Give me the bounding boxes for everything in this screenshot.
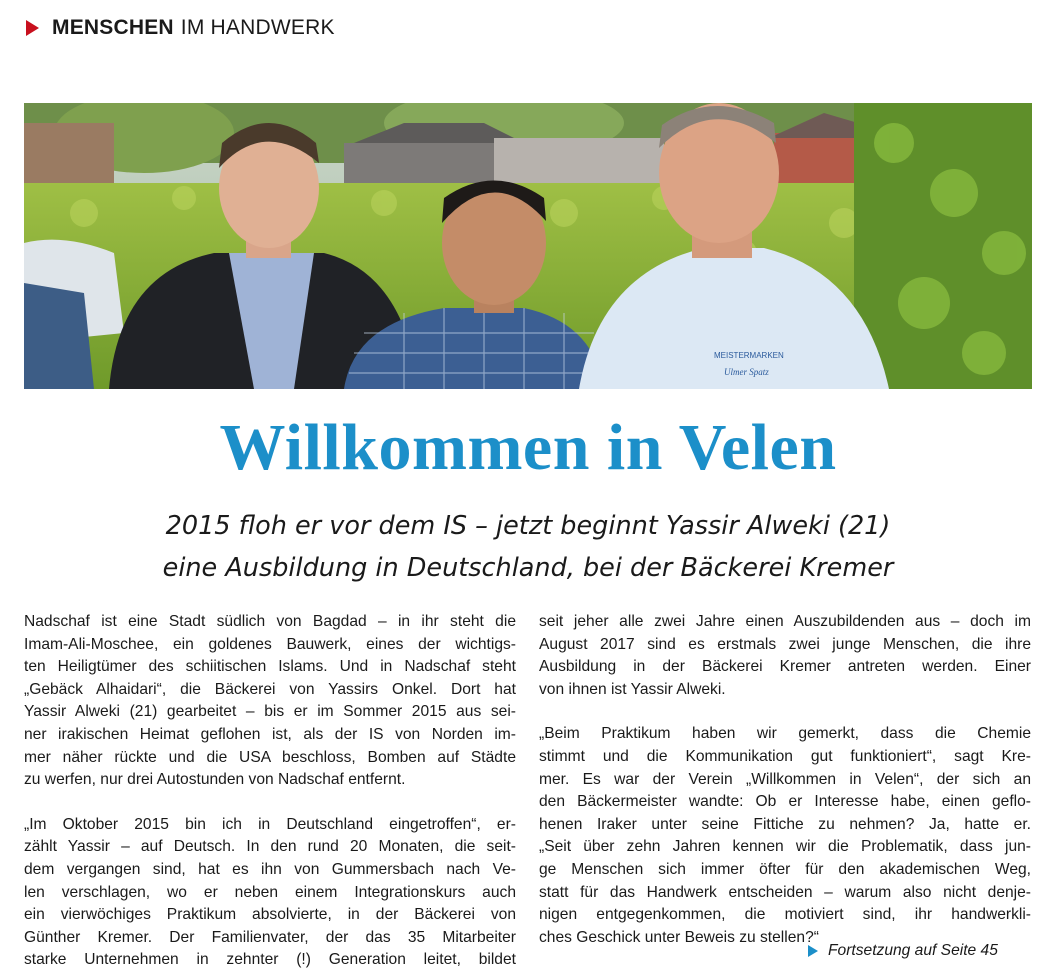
text-line: Günther Kremer. Der Familienvater, der das 35 Mitarbeiter <box>24 928 516 946</box>
text-line: mer näher rückte und die USA beschloss, Bomben auf Städte <box>24 748 516 766</box>
subheadline <box>0 505 1056 589</box>
text-line: von ihnen ist Yassir Alweki. <box>539 680 726 698</box>
section-label-bold: MENSCHEN <box>52 16 174 39</box>
triangle-arrow-icon <box>808 945 818 957</box>
text-line: zählt Yassir – auf Deutsch. In den rund 20 Monaten, die seit- <box>24 838 516 856</box>
text-line: ner irakischen Heimat geflohen ist, als der IS von Norden im- <box>24 725 516 743</box>
section-header <box>26 14 335 42</box>
article-column-right <box>539 611 1031 949</box>
text-line: Nadschaf ist eine Stadt südlich von Bagdad – in ihr steht die <box>24 613 516 630</box>
text-line: „Beim Praktikum haben wir gemerkt, dass die Chemie <box>539 725 1031 743</box>
subheadline-line: eine Ausbildung in Deutschland, bei der Bäckerei Kremer <box>162 553 894 583</box>
text-line: nigen entgegenkommen, die motiviert sind, ihr handwerkli- <box>539 906 1031 924</box>
text-line: mer. Es war der Verein „Willkommen in Velen“, der sich an <box>539 770 1031 788</box>
continue-link <box>808 942 998 960</box>
text-line: ein vierwöchiges Praktikum absolvierte, in der Bäckerei von <box>24 906 516 924</box>
text-line: stimmt und die Kommunikation gut funktioniert“, sagt Kre- <box>539 747 1031 765</box>
text-line: ten Heiligtümer des schiitischen Islams. Und in Nadschaf steht <box>24 658 516 676</box>
text-line: ches Geschick unter Beweis zu stellen?“ <box>539 928 819 946</box>
text-line: Yassir Alweki (21) gearbeitet – bis er im Sommer 2015 aus sei- <box>24 703 516 721</box>
shirt-logo-text: MEISTERMARKEN <box>714 351 784 360</box>
text-line: seit jeher alle zwei Jahre einen Auszubildenden aus – doch im <box>539 613 1031 630</box>
section-label-regular: IM HANDWERK <box>180 16 335 39</box>
text-line: Imam-Ali-Moschee, ein goldenes Bauwerk, eines der wichtigs- <box>24 635 516 653</box>
subheadline-line: 2015 floh er vor dem IS – jetzt beginnt Yassir Alweki (21) <box>165 511 891 541</box>
text-line: „Im Oktober 2015 bin ich in Deutschland eingetroffen“, er- <box>24 815 516 833</box>
text-line: ge Menschen sich immer öfter für den akademischen Weg, <box>539 860 1031 878</box>
text-line: len verschlagen, wo er neben einem Integrationskurs auch <box>24 883 516 901</box>
shirt-logo-subtext: Ulmer Spatz <box>724 367 769 377</box>
text-line: dem vergangen sind, hat es ihn von Gummersbach nach Ve- <box>24 860 516 878</box>
article-column-left <box>24 611 516 972</box>
text-line: Ausbildung in der Bäckerei Kremer antreten werden. Einer <box>539 658 1031 676</box>
text-line: „Seit über zehn Jahren kennen wir die Problematik, dass jun- <box>539 838 1031 856</box>
text-line: August 2017 sind es erstmals zwei junge Menschen, die ihre <box>539 635 1031 653</box>
text-line: henen Iraker unter seine Fittiche zu nehmen? Ja, hatte er. <box>539 815 1031 833</box>
article-photo <box>24 103 1032 389</box>
text-line: statt für das Handwerk entscheiden – warum also nicht denje- <box>539 883 1031 901</box>
text-line: zu werfen, nur drei Autostunden von Nadschaf entfernt. <box>24 771 406 789</box>
text-line: starke Unternehmen in zehnter (!) Generation leitet, bildet <box>24 951 516 969</box>
headline: Willkommen in Velen <box>219 411 837 484</box>
text-line: den Bäckermeister wandte: Ob er Interesse habe, einen geflo- <box>539 793 1031 811</box>
continue-text: Fortsetzung auf Seite 45 <box>828 942 998 959</box>
text-line: „Gebäck Alhaidari“, die Bäckerei von Yassirs Onkel. Dort hat <box>24 680 516 698</box>
triangle-bullet-icon <box>26 20 39 36</box>
